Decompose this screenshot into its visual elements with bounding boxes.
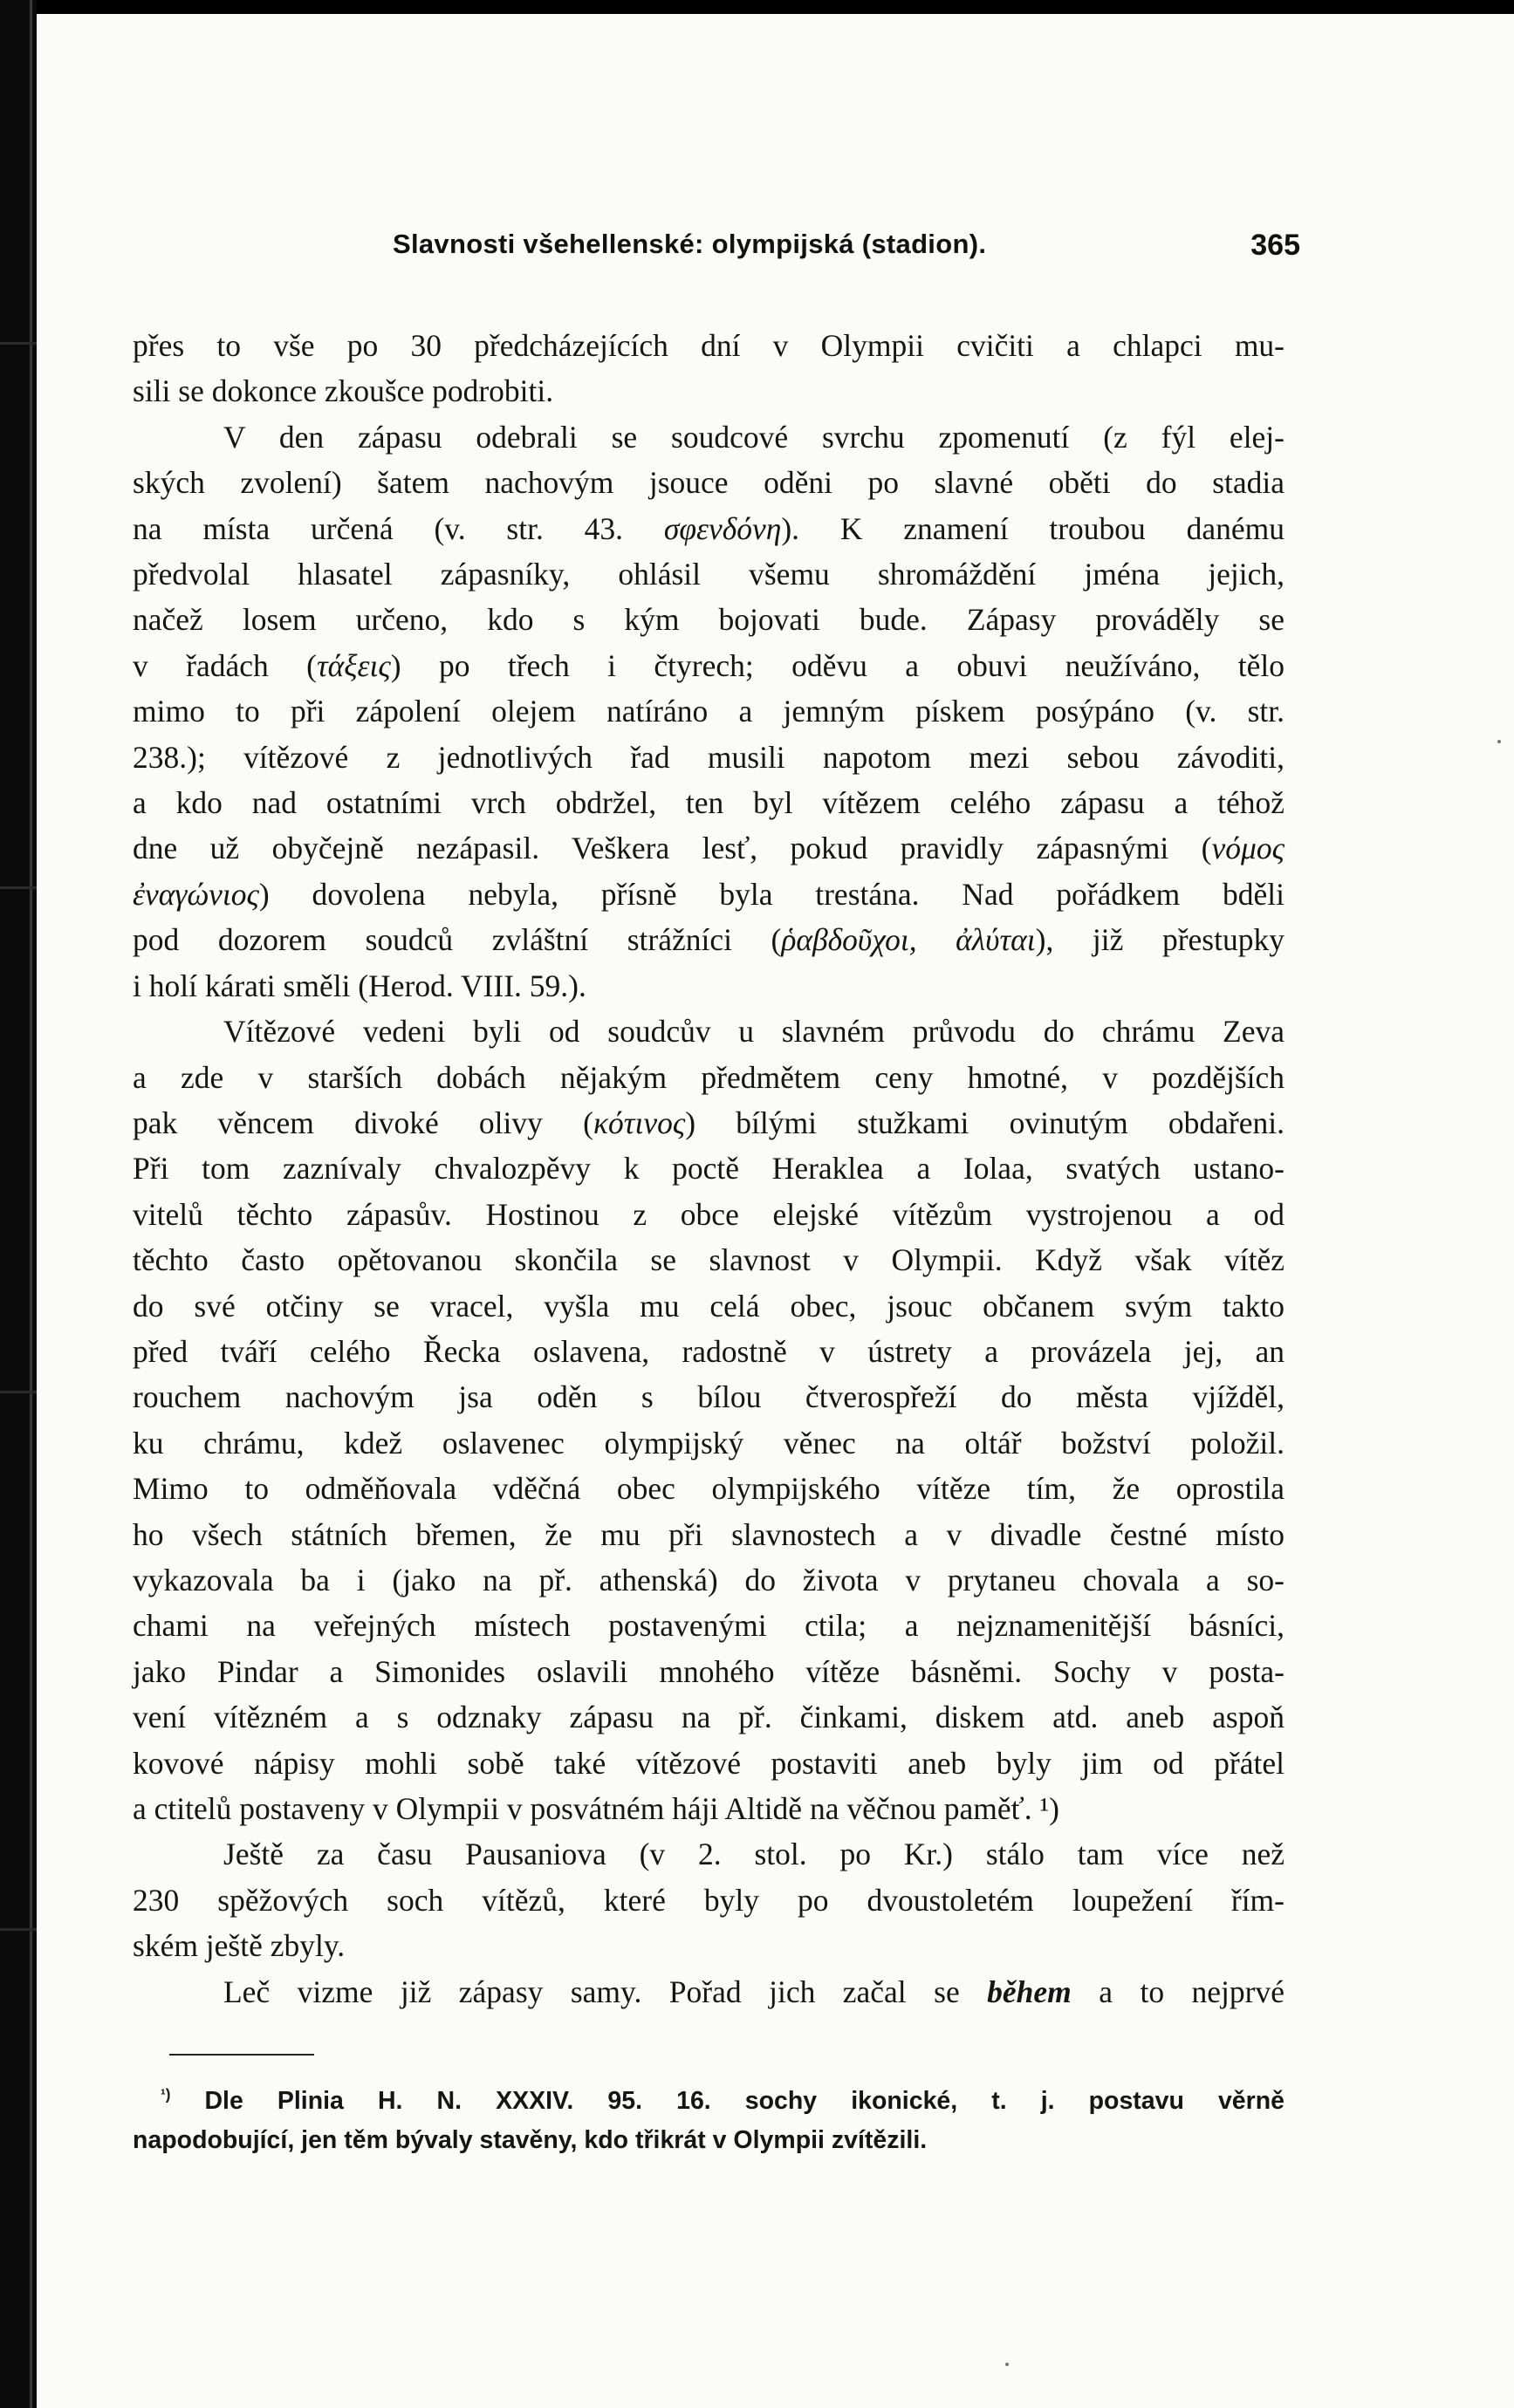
paragraph-2-line-6: v řadách (τάξεις) po třech i čtyrech; oděvu a obuvi neužíváno, tělo [133, 647, 1285, 683]
scan-speck [1005, 2363, 1009, 2366]
greek-term: νόμος [1211, 831, 1285, 866]
paragraph-3-line-12: ho všech státních břemen, že mu při slavnostech a v divadle čestné místo [133, 1516, 1285, 1552]
paragraph-2-line-7: mimo to při zápolení olejem natíráno a jemným pískem posýpáno (v. str. [133, 694, 1285, 729]
paragraph-3-line-7: do své otčiny se vracel, vyšla mu celá obec, jsouc občanem svým takto [133, 1288, 1285, 1324]
paragraph-3-line-6: těchto často opětovanou skončila se slavnost v Olympii. Když však vítěz [133, 1242, 1285, 1278]
paragraph-3-line-1: Vítězové vedeni byli od soudcův u slavném průvodu do chrámu Zeva [223, 1014, 1285, 1050]
footnote-rule [169, 2054, 314, 2056]
page-header [393, 229, 1300, 272]
paragraph-2-line-3: na místa určená (v. str. 43. σφενδόνη). K znamení troubou danému [133, 510, 1285, 546]
paragraph-4-line-2: 230 spěžových soch vítězů, které byly po dvoustoletém loupežení řím- [133, 1882, 1285, 1918]
paragraph-2-line-9: a kdo nad ostatními vrch obdržel, ten byl vítězem celého zápasu a téhož [133, 785, 1285, 821]
paragraph-2-line-10: dne už obyčejně nezápasil. Veškera lesť, pokud pravidly zápasnými (νόμος [133, 831, 1285, 866]
paragraph-2-line-1: V den zápasu odebrali se soudcové svrchu zpomenutí (z fýl elej- [223, 419, 1285, 455]
scan-border-tick [0, 886, 37, 889]
greek-term: τάξεις [316, 647, 391, 683]
footnote-marker: ¹) [161, 2086, 171, 2104]
main-text [133, 323, 1285, 2015]
footnote-line-1-text: Dle Plinia H. N. XXXIV. 95. 16. sochy ikonické, t. j. postavu věrně [204, 2087, 1285, 2115]
paragraph-3-line-18: a ctitelů postaveny v Olympii v posvátném háji Altidě na věčnou paměť. ¹) [133, 1791, 1059, 1826]
footnote-line-2: napodobující, jen těm bývaly stavěny, kdo třikrát v Olympii zvítězili. [133, 2126, 928, 2154]
paragraph-3-line-13: vykazovala ba i (jako na př. athenská) do života v prytaneu chovala a so- [133, 1562, 1285, 1597]
paragraph-3-line-8: před tváří celého Řecka oslavena, radostně v ústrety a provázela jej, an [133, 1333, 1285, 1369]
scan-border-tick [0, 342, 37, 345]
paragraph-3-line-17: kovové nápisy mohli sobě také vítězové postaviti aneb byly jim od přátel [133, 1745, 1285, 1781]
emphasis-word: během [987, 1974, 1072, 2009]
paragraph-3-line-2: a zde v starších dobách nějakým předmětem ceny hmotné, v pozdějších [133, 1059, 1285, 1095]
paragraph-1-line-2: sili se dokonce zkoušce podrobiti. [133, 373, 554, 409]
scan-speck [1497, 740, 1501, 743]
running-head: Slavnosti všehellenské: olympijská (stadion). [393, 229, 987, 259]
paragraph-2-line-12: pod dozorem soudců zvláštní strážníci (ῥαβδοῦχοι, ἀλύται), již přestupky [133, 922, 1285, 958]
greek-term: ἐναγώνιος [133, 876, 259, 912]
scan-border-line [30, 0, 32, 2408]
paragraph-2-line-8: 238.); vítězové z jednotlivých řad musili napotom mezi sebou závoditi, [133, 739, 1285, 775]
paragraph-2-line-13: i holí kárati směli (Herod. VIII. 59.). [133, 968, 586, 1003]
paragraph-2-line-2: ských zvolení) šatem nachovým jsouce oděni po slavné oběti do stadia [133, 465, 1285, 501]
paragraph-4-line-1: Ještě za času Pausaniova (v 2. stol. po Kr.) stálo tam více než [223, 1837, 1285, 1872]
scan-border [0, 0, 37, 2408]
paragraph-2-line-4: předvolal hlasatel zápasníky, ohlásil všemu shromáždění jména jejich, [133, 557, 1285, 592]
paragraph-3-line-10: ku chrámu, kdež oslavenec olympijský věnec na oltář božství položil. [133, 1425, 1285, 1461]
paragraph-3-line-15: jako Pindar a Simonides oslavili mnohého vítěze básněmi. Sochy v posta- [133, 1653, 1285, 1689]
paragraph-3-line-9: rouchem nachovým jsa oděn s bílou čtverospřeží do města vjížděl, [133, 1379, 1285, 1415]
footnote-line-1 [133, 2082, 1285, 2121]
paragraph-4-line-3: ském ještě zbyly. [133, 1928, 346, 1964]
paragraph-3-line-11: Mimo to odměňovala vděčná obec olympijského vítěze tím, že oprostila [133, 1471, 1285, 1507]
page-number: 365 [1250, 229, 1300, 262]
scan-border-tick [0, 1391, 37, 1393]
paragraph-1-line-1: přes to vše po 30 předcházejících dní v Olympii cvičiti a chlapci mu- [133, 328, 1285, 363]
paragraph-3-line-16: vení vítězném a s odznaky zápasu na př. činkami, diskem atd. aneb aspoň [133, 1700, 1285, 1735]
paragraph-2-line-11: ἐναγώνιος) dovolena nebyla, přísně byla trestána. Nad pořádkem bděli [133, 876, 1285, 912]
greek-term: ῥαβδοῦχοι, ἀλύται [781, 922, 1036, 958]
paragraph-3-line-14: chami na veřejných místech postavenými ctila; a nejznamenitější básníci, [133, 1608, 1285, 1644]
greek-term: κότινος [593, 1105, 686, 1140]
paragraph-3-line-5: vitelů těchto zápasův. Hostinou z obce elejské vítězům vystrojenou a od [133, 1196, 1285, 1232]
paragraph-5-line-1: Leč vizme již zápasy samy. Pořad jich začal se během a to nejprvé [223, 1974, 1285, 2009]
paragraph-2-line-5: načež losem určeno, kdo s kým bojovati bude. Zápasy prováděly se [133, 602, 1285, 638]
paragraph-3-line-3: pak věncem divoké olivy (κότινος) bílými stužkami ovinutým obdařeni. [133, 1105, 1285, 1140]
paragraph-3-line-4: Při tom zaznívaly chvalozpěvy k poctě Heraklea a Iolaa, svatých ustano- [133, 1151, 1285, 1187]
footnote [133, 2082, 1285, 2160]
greek-term: σφενδόνη [663, 510, 782, 546]
scan-border-tick [0, 1928, 37, 1931]
